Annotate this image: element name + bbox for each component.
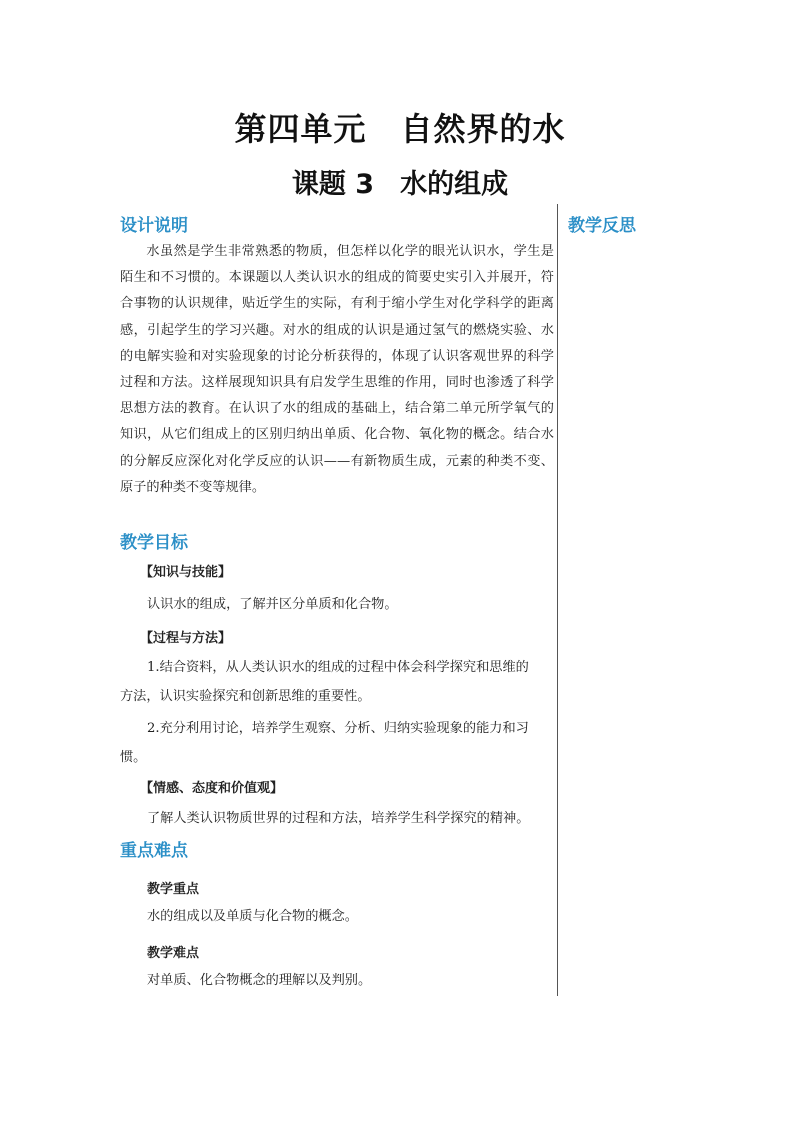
unit-number: 第四单元: [234, 110, 367, 148]
process-item-1-line-1: 1.结合资料，从人类认识水的组成的过程中体会科学探究和思维的: [147, 660, 529, 675]
knowledge-heading: 【知识与技能】: [140, 565, 232, 580]
column-divider: [557, 204, 558, 996]
design-heading: 设计说明: [120, 216, 188, 236]
objectives-heading: 教学目标: [120, 533, 188, 553]
lesson-name: 水的组成: [400, 169, 509, 200]
process-heading: 【过程与方法】: [140, 631, 232, 646]
design-paragraph: 水虽然是学生非常熟悉的物质，但怎样以化学的眼光认识水，学生是陌生和不习惯的。本课题以人类认识水的组成的简要史实引入并展开，符合事物的认识规律，贴近学生的实际，有利于缩小学生对化学科学的距离感，引起学生的学习兴趣。对水的组成的认识是通过氢气的燃烧实验、水的电解实验和对实验现象的讨论分析获得的，体现了认识客观世界的科学过程和方法。这样展现知识具有启发学生思维的作用，同时也渗透了科学思想方法的教育。在认识了水的组成的基础上，结合第二单元所学氧气的知识，从它们组成上的区别归纳出单质、化合物、氧化物的概念。结合水的分解反应深化对化学反应的认识——有新物质生成，元素的种类不变、原子的种类不变等规律。: [120, 244, 554, 495]
process-item-2-line-2: 惯。: [120, 750, 147, 765]
focus-text: 水的组成以及单质与化合物的概念。: [147, 909, 358, 924]
reflection-heading: 教学反思: [568, 216, 636, 236]
process-item-1-line-2: 方法，认识实验探究和创新思维的重要性。: [120, 689, 371, 704]
lesson-title: [0, 162, 800, 201]
emotion-text: 了解人类认识物质世界的过程和方法，培养学生科学探究的精神。: [147, 811, 530, 826]
difficulty-text: 对单质、化合物概念的理解以及判别。: [147, 973, 372, 988]
lesson-number: 课题 3: [291, 169, 375, 200]
knowledge-text: 认识水的组成，了解并区分单质和化合物。: [147, 597, 398, 612]
keypoints-heading: 重点难点: [120, 841, 188, 861]
unit-name: 自然界的水: [400, 110, 566, 148]
emotion-heading: 【情感、态度和价值观】: [140, 781, 284, 796]
difficulty-heading: 教学难点: [147, 946, 200, 961]
process-item-2-line-1: 2.充分利用讨论，培养学生观察、分析、归纳实验现象的能力和习: [147, 721, 529, 736]
focus-heading: 教学重点: [147, 882, 200, 897]
unit-title: [0, 104, 800, 150]
